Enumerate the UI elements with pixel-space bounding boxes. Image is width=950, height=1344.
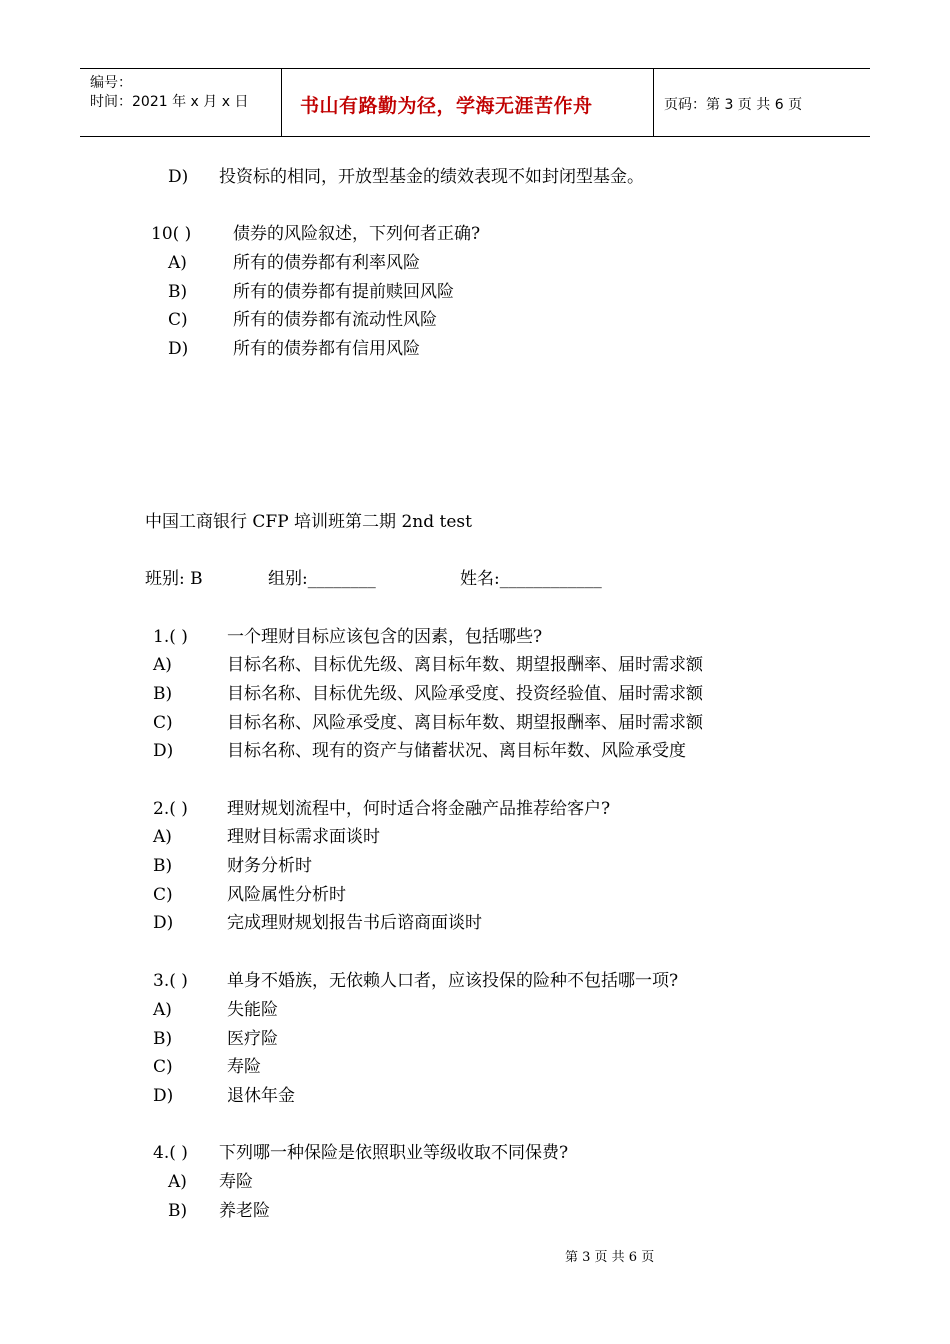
option-text: 退休年金 [227,1086,295,1106]
option-letter: B) [153,856,173,876]
page-footer: 第 3 页 共 6 页 [565,1250,655,1265]
motto: 书山有路勤为径，学海无涯苦作舟 [300,95,593,117]
option-text: 所有的债券都有提前赎回风险 [233,282,454,302]
option-text: 所有的债券都有利率风险 [233,253,420,273]
option-text: 目标名称、目标优先级、离目标年数、期望报酬率、届时需求额 [227,655,703,675]
question-number: 4.( ) [153,1143,188,1163]
option-text: 完成理财规划报告书后谘商面谈时 [227,913,482,933]
option-letter: B) [168,1201,188,1221]
option-letter: A) [153,1000,172,1020]
question-number: 2.( ) [153,799,188,819]
question-text: 下列哪一种保险是依照职业等级收取不同保费? [219,1143,569,1163]
option-letter: B) [153,1029,173,1049]
name-label: 姓名:____________ [460,569,602,589]
time-label: 时间：2021 年 x 月 x 日 [90,94,249,110]
group-label: 组别:________ [268,569,376,589]
option-letter: D) [153,913,174,933]
option-letter: D) [168,167,189,187]
option-letter: A) [153,827,172,847]
option-text: 目标名称、目标优先级、风险承受度、投资经验值、届时需求额 [227,684,703,704]
question-text: 一个理财目标应该包含的因素，包括哪些? [227,627,543,647]
header-divider [281,69,282,136]
option-letter: D) [153,741,174,761]
page-header [80,68,870,137]
option-letter: C) [153,885,173,905]
option-letter: A) [153,655,172,675]
option-text: 目标名称、风险承受度、离目标年数、期望报酬率、届时需求额 [227,713,703,733]
page-info: 页码：第 3 页 共 6 页 [664,97,803,113]
question-text: 债券的风险叙述，下列何者正确? [233,224,481,244]
option-text: 寿险 [219,1172,253,1192]
option-text: 所有的债券都有流动性风险 [233,310,437,330]
question-number: 3.( ) [153,971,188,991]
header-divider [653,69,654,136]
option-text: 风险属性分析时 [227,885,346,905]
option-text: 财务分析时 [227,856,312,876]
option-letter: A) [168,1172,187,1192]
option-text: 寿险 [227,1057,261,1077]
option-text: 养老险 [219,1201,270,1221]
option-letter: C) [153,713,173,733]
option-letter: B) [168,282,188,302]
number-label: 编号： [90,75,132,91]
option-text: 失能险 [227,1000,278,1020]
option-text: 投资标的相同，开放型基金的绩效表现不如封闭型基金。 [219,167,644,187]
option-letter: C) [153,1057,173,1077]
question-text: 理财规划流程中，何时适合将金融产品推荐给客户? [227,799,611,819]
option-letter: B) [153,684,173,704]
option-letter: D) [168,339,189,359]
question-number: 1.( ) [153,627,188,647]
option-text: 所有的债券都有信用风险 [233,339,420,359]
option-letter: D) [153,1086,174,1106]
option-text: 理财目标需求面谈时 [227,827,380,847]
question-text: 单身不婚族，无依赖人口者，应该投保的险种不包括哪一项? [227,971,679,991]
test-title: 中国工商银行 CFP 培训班第二期 2nd test [145,512,472,532]
option-letter: C) [168,310,188,330]
option-text: 目标名称、现有的资产与储蓄状况、离目标年数、风险承受度 [227,741,686,761]
option-text: 医疗险 [227,1029,278,1049]
option-letter: A) [168,253,187,273]
class-label: 班别: B [145,569,203,589]
question-number: 10( ) [151,224,192,244]
